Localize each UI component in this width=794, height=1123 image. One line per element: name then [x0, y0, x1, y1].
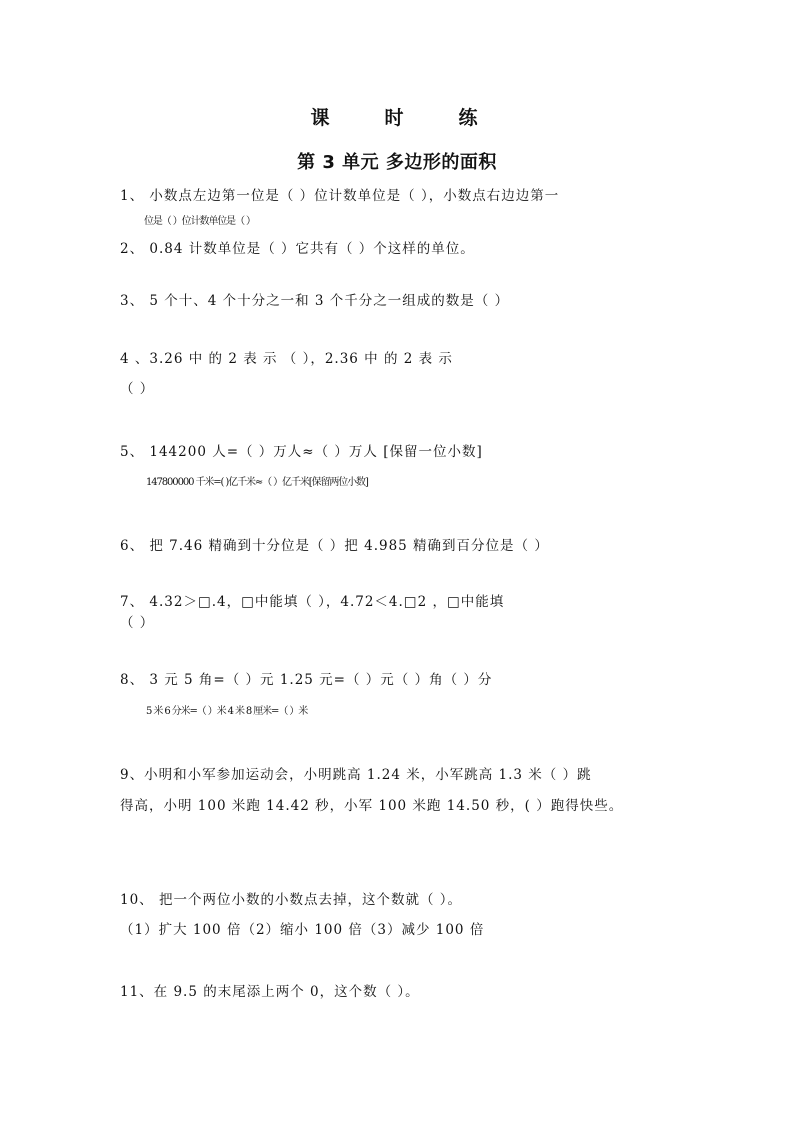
question-3: 3、 5 个十、4 个十分之一和 3 个千分之一组成的数是（ ） — [120, 293, 510, 309]
unit-subtitle: 第 3 单元 多边形的面积 — [297, 152, 497, 173]
question-10-options: （1）扩大 100 倍（2）缩小 100 倍（3）减少 100 倍 — [120, 922, 485, 938]
question-4-line-1: 4 、3.26 中 的 2 表 示 （ ），2.36 中 的 2 表 示 — [120, 351, 453, 367]
question-8-line-2: 5 米 6 分米=（ ）米 4 米 8 厘米=（ ）米 — [146, 706, 308, 717]
question-10-line-1: 10、 把一个两位小数的小数点去掉，这个数就（ ）。 — [120, 892, 463, 908]
page-title: 课 时 练 — [310, 107, 496, 129]
question-8-line-1: 8、 3 元 5 角=（ ）元 1.25 元=（ ）元（ ）角（ ）分 — [120, 672, 493, 688]
question-6: 6、 把 7.46 精确到十分位是（ ）把 4.985 精确到百分位是（ ） — [120, 538, 549, 554]
question-5-line-2: 147800000 千米=( )亿千米≈（ ）亿千米[保留两位小数] — [146, 477, 368, 488]
question-1-line-2: 位是（ ）位计数单位是（ ） — [144, 216, 255, 227]
question-9-line-2: 得高，小明 100 米跑 14.42 秒，小军 100 米跑 14.50 秒，( ）跑得快些。 — [120, 798, 624, 814]
question-4-line-2: （ ） — [120, 381, 155, 397]
question-5-line-1: 5、 144200 人=（ ）万人≈（ ）万人 [保留一位小数] — [120, 444, 483, 460]
question-7-line-1: 7、 4.32＞□.4，□中能填（ ），4.72＜4.□2 ，□中能填 — [120, 594, 505, 610]
question-7-line-2: （ ） — [120, 615, 155, 631]
question-11: 11、在 9.5 的末尾添上两个 0，这个数（ ）。 — [120, 984, 420, 1000]
question-9-line-1: 9、小明和小军参加运动会，小明跳高 1.24 米，小军跳高 1.3 米（ ）跳 — [120, 767, 592, 783]
question-2: 2、 0.84 计数单位是（ ）它共有（ ）个这样的单位。 — [120, 241, 475, 257]
question-1-line-1: 1、 小数点左边第一位是（ ）位计数单位是（ ），小数点右边边第一 — [120, 188, 560, 204]
